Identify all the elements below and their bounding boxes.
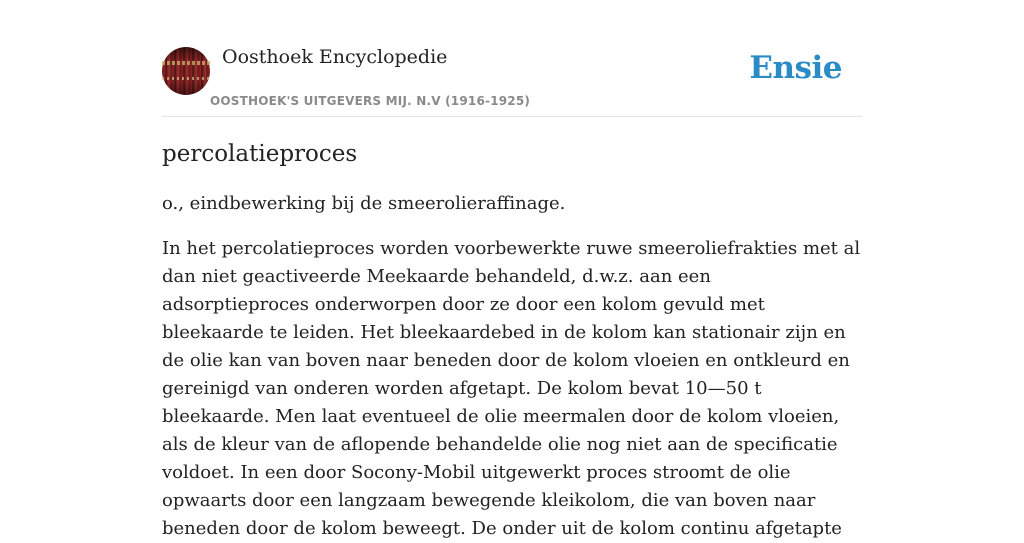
entry-body-text: In het percolatieproces worden voorbewerkte ruwe smeeroliefrakties met al dan niet geactiveerde Meekaarde behandeld, d.w.z. aan een adsorptieproces onderworpen door ze door een kolom gevuld met bleekaarde te leiden. Het bleekaardebed in de kolom kan stationair zijn en de olie kan van boven naar beneden door de kolom vloeien en ontkleurd en gereinigd van onderen worden afgetapt. De kolom bevat 10—50 t bleekaarde. Men laat eventueel de olie meermalen door de kolom vloeien, als de kleur van de aflopende behandelde olie nog niet aan de specificatie voldoet. In een door Socony-Mobil uitgewerkt proces stroomt de olie opwaarts door een langzaam bewegende kleikolom, die van boven naar beneden door de kolom beweegt. De onder uit de kolom continu afgetapte [162, 238, 861, 539]
entry-definition: o., eindbewerking bij de smeerolieraffinage. [162, 193, 566, 214]
encyclopedia-books-avatar[interactable] [162, 47, 210, 95]
article-content [162, 138, 862, 543]
ensie-logo-link[interactable]: Ensie [749, 50, 842, 86]
entry-title: percolatieproces [162, 141, 358, 167]
site-name-link[interactable]: Oosthoek Encyclopedie [222, 46, 448, 68]
site-header [162, 0, 862, 117]
publisher-label: OOSTHOEK'S UITGEVERS MIJ. N.V (1916-1925) [210, 94, 531, 108]
